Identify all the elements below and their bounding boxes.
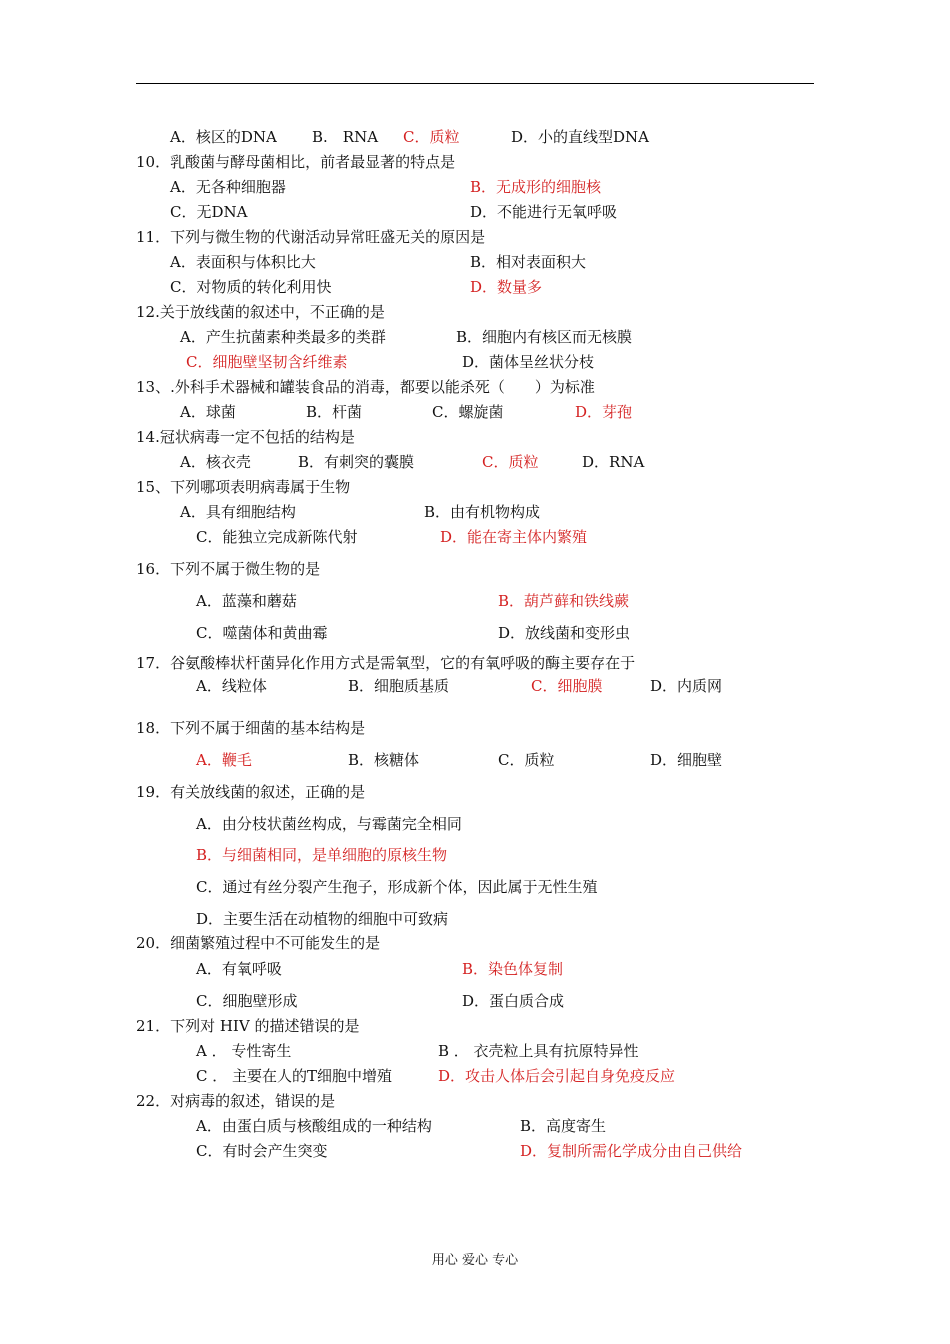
option-10b-answer: B．无成形的细胞核 [470, 178, 602, 196]
question-11-stem: 11．下列与微生物的代谢活动异常旺盛无关的原因是 [136, 228, 486, 246]
option-17b: B．细胞质基质 [348, 677, 450, 695]
option-18d: D．细胞壁 [650, 751, 723, 769]
question-19-stem: 19．有关放线菌的叙述，正确的是 [136, 783, 366, 801]
option-10c: C．无DNA [170, 203, 248, 221]
option-9b: B. RNA [312, 128, 379, 146]
option-10a: A．无各种细胞器 [170, 178, 286, 196]
option-11b: B．相对表面积大 [470, 253, 587, 271]
page-footer: 用心 爱心 专心 [431, 1253, 519, 1268]
option-9d: D．小的直线型DNA [511, 128, 650, 146]
option-11d-answer: D．数量多 [470, 278, 543, 296]
option-19c: C．通过有丝分裂产生孢子，形成新个体，因此属于无性生殖 [196, 878, 598, 896]
option-19b-answer: B．与细菌相同，是单细胞的原核生物 [196, 846, 448, 864]
option-19d: D．主要生活在动植物的细胞中可致病 [196, 910, 449, 928]
option-17d: D．内质网 [650, 677, 723, 695]
option-16a: A．蓝藻和蘑菇 [196, 592, 297, 610]
option-12d: D．菌体呈丝状分枝 [462, 353, 595, 371]
option-13d-answer: D．芽孢 [575, 403, 633, 421]
option-13a: A．球菌 [180, 403, 236, 421]
option-21a: A ． 专性寄生 [196, 1042, 292, 1060]
option-21b: B ． 衣壳粒上具有抗原特异性 [438, 1042, 639, 1060]
option-16b-answer: B．葫芦藓和铁线蕨 [498, 592, 630, 610]
option-16c: C．噬菌体和黄曲霉 [196, 624, 328, 642]
question-10-stem: 10．乳酸菌与酵母菌相比，前者最显著的特点是 [136, 153, 456, 171]
option-14b: B．有刺突的囊膜 [298, 453, 415, 471]
question-15-stem: 15、下列哪项表明病毒属于生物 [136, 478, 351, 496]
option-13b: B．杆菌 [306, 403, 363, 421]
option-9c-answer: C．质粒 [403, 128, 460, 146]
option-21c: C ． 主要在人的T细胞中增殖 [196, 1067, 393, 1085]
option-18a-answer: A．鞭毛 [196, 751, 252, 769]
question-18-stem: 18．下列不属于细菌的基本结构是 [136, 719, 366, 737]
option-11c: C．对物质的转化利用快 [170, 278, 332, 296]
header-rule [136, 83, 814, 84]
option-20c: C．细胞壁形成 [196, 992, 298, 1010]
option-15d-answer: D．能在寄主体内繁殖 [440, 528, 588, 546]
option-16d: D．放线菌和变形虫 [498, 624, 631, 642]
option-14c-answer: C．质粒 [482, 453, 539, 471]
option-21d-answer: D．攻击人体后会引起自身免疫反应 [438, 1067, 676, 1085]
option-15a: A．具有细胞结构 [180, 503, 296, 521]
question-13-stem: 13、.外科手术器械和罐装食品的消毒，都要以能杀死（ ）为标准 [136, 378, 595, 396]
question-21-stem: 21．下列对 HIV 的描述错误的是 [136, 1017, 360, 1035]
option-18c: C．质粒 [498, 751, 555, 769]
option-11a: A．表面积与体积比大 [170, 253, 316, 271]
option-17a: A．线粒体 [196, 677, 267, 695]
option-15c: C．能独立完成新陈代射 [196, 528, 358, 546]
option-14d: D．RNA [582, 453, 645, 471]
option-12b: B．细胞内有核区而无核膜 [456, 328, 633, 346]
option-10d: D．不能进行无氧呼吸 [470, 203, 618, 221]
option-20a: A．有氧呼吸 [196, 960, 282, 978]
option-13c: C．螺旋菌 [432, 403, 504, 421]
option-20b-answer: B．染色体复制 [462, 960, 564, 978]
option-22b: B．高度寄生 [520, 1117, 607, 1135]
question-22-stem: 22．对病毒的叙述，错误的是 [136, 1092, 336, 1110]
option-12a: A．产生抗菌素种类最多的类群 [180, 328, 386, 346]
option-20d: D．蛋白质合成 [462, 992, 565, 1010]
question-12-stem: 12.关于放线菌的叙述中，不正确的是 [136, 303, 385, 321]
option-22c: C．有时会产生突变 [196, 1142, 328, 1160]
question-14-stem: 14.冠状病毒一定不包括的结构是 [136, 428, 355, 446]
option-22d-answer: D．复制所需化学成分由自己供给 [520, 1142, 743, 1160]
option-14a: A．核衣壳 [180, 453, 251, 471]
question-16-stem: 16．下列不属于微生物的是 [136, 560, 321, 578]
option-12c-answer: C．细胞壁坚韧含纤维素 [186, 353, 348, 371]
option-17c-answer: C．细胞膜 [531, 677, 603, 695]
option-18b: B．核糖体 [348, 751, 420, 769]
option-22a: A．由蛋白质与核酸组成的一种结构 [196, 1117, 432, 1135]
option-15b: B．由有机物构成 [424, 503, 541, 521]
option-9a: A．核区的DNA [170, 128, 277, 146]
question-17-stem: 17．谷氨酸棒状杆菌异化作用方式是需氧型，它的有氧呼吸的酶主要存在于 [136, 654, 636, 672]
option-19a: A．由分枝状菌丝构成，与霉菌完全相同 [196, 815, 462, 833]
question-20-stem: 20．细菌繁殖过程中不可能发生的是 [136, 934, 381, 952]
